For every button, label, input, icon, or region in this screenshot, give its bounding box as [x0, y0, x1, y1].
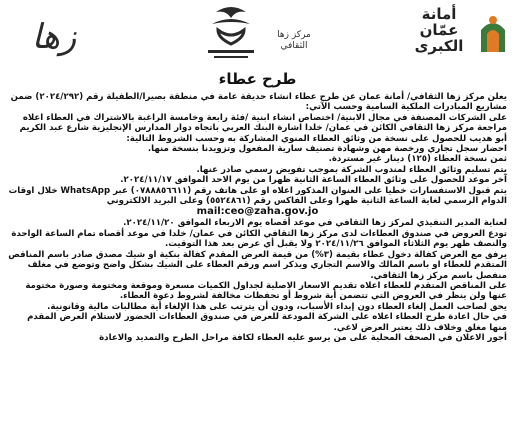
header [0, 0, 515, 70]
paragraph-submission: تودع العروض في صندوق العطاءات لدى مركز زها الثقافي الكائن في عمان/ خلدا في موعد أقصاه تمام الساعة الواحدة والنصف ظهر يوم الثلاثاء الموافق ٢٠٢٤/١١/٢٦ ولا يقبل أي عرض بعد هذا التوقيت. [11, 228, 507, 250]
paragraph-guarantee: يرفق مع العرض كفالة دخول عطاء بقيمة (٣%) من قيمة العرض المقدم كفالة بنكية او شيك مصدق صادر باسم المناقص المتقدم للعطاء او باسم المالك والاسم التجاري ويذكر اسم ورقم العطاء على الشيك بشكل واضح وتوضع في مغلف منفصل باسم مركز زها الثقافي. [8, 249, 507, 281]
center-caption: مركز زها الثقافي [277, 30, 311, 51]
paragraph-companies: على الشركات المصنفة في مجال الابنية/ اختصاص انشاء ابنية /فئة رابعة وخامسة الراغبة بالاشتراك في العطاء اعلاه مراجعة مركز زها الثقافي الكائن في عمان/ خلدا اشارة البنك العربي باتجاه دوار المدارس الإنجليزية شارع عبد الكريم أبو هديب للحصول على نسخة من وثائق العطاء المنوي المشاركة به وحسب الشروط التالية: [19, 112, 507, 144]
zaha-logo [8, 10, 100, 62]
amman-logo [401, 6, 509, 62]
zaha-logo-text: زها [31, 17, 77, 57]
paragraph-inquiries: يتم قبول الاستفسارات خطيا على العنوان المذكور اعلاه او على هاتف رقم (٠٧٨٨٨٥٦٦١١) عبر WhatsApp خلال اوقات الدوام الرسمي لغاية الساعة الثانية ظهرا وعلى الفاكس رقم (٥٥٢٤٨٦١) وعلى البريد الالكتروني [8, 185, 507, 207]
amman-logo-text: أمانة عمّان الكبرى [414, 5, 464, 55]
paragraph-requirement-docs: احضار سجل تجاري ورخصة مهن وشهادة تصنيف سارية المفعول وتزويدنا بنسخة منها. [147, 144, 507, 155]
paragraph-retender: في حال اعادة طرح العطاء اعلاه على الشركة المودعة للعرض في صندوق العطاءات الحضور لاستلام العرض المقدم منها مغلق وخلاف ذلك يعتبر العرض لاغي. [27, 312, 507, 333]
paragraph-deadline-docs: آخر موعد للحصول على وثائق العطاء الساعة الثانية ظهرا من يوم الاحد الموافق ٢٠٢٤/١١/١٧. [120, 175, 507, 186]
page-title: طرح عطاء [218, 70, 297, 88]
paragraph-delivery: يتم تسليم وثائق العطاء لمندوب الشركة بموجب تفويض رسمي صادر عنها. [196, 164, 507, 175]
paragraph-price: ثمن نسخة العطاء (١٢٥) دينار غير مستردة. [328, 154, 507, 165]
contact-email[interactable]: mail:ceo@zaha.gov.jo [196, 206, 319, 218]
paragraph-intro: يعلن مركز زها الثقافي/ أمانة عمان عن طرح عطاء انشاء حديقة عامة في منطقة بصيرا/الطفيلة رقم (٢٠٢٤/٢٩٢) ضمن مشاريع المبادرات الملكية السامية وحسب الآتي: [10, 92, 507, 113]
amman-emblem-icon [477, 12, 509, 52]
paragraph-inquiry-deadline: لعناية المدير التنفيذي لمركز زها الثقافي في موعد أقصاه يوم الاربعاء الموافق ٢٠٢٤/١١/٢٠. [123, 218, 507, 229]
announcement-body [8, 92, 507, 343]
paragraph-pricing-tables: على المناقص المتقدم للعطاء اعلاه تقديم الاسعار الاصلية لجداول الكميات مسعرة وموقعة ومختومة وصورة مختومة عنها ولن ينظر في العروض التي تتضمن أية شروط أو تحفظات مخالفة لشروط دعوة العطاء. [25, 280, 507, 302]
zaha-center-emblem [196, 4, 266, 64]
paragraph-ad-fees: أجور الاعلان في الصحف المحلية على من يرسو عليه العطاء لكافة مراحل الطرح والتمديد والاعادة [99, 332, 507, 343]
paragraph-cancellation: يحق لصاحب العمل إلغاء العطاء دون إبداء الأسباب، ودون أن يترتب على هذا الإلغاء أية مطالبات مالية وقانونية. [47, 301, 507, 312]
